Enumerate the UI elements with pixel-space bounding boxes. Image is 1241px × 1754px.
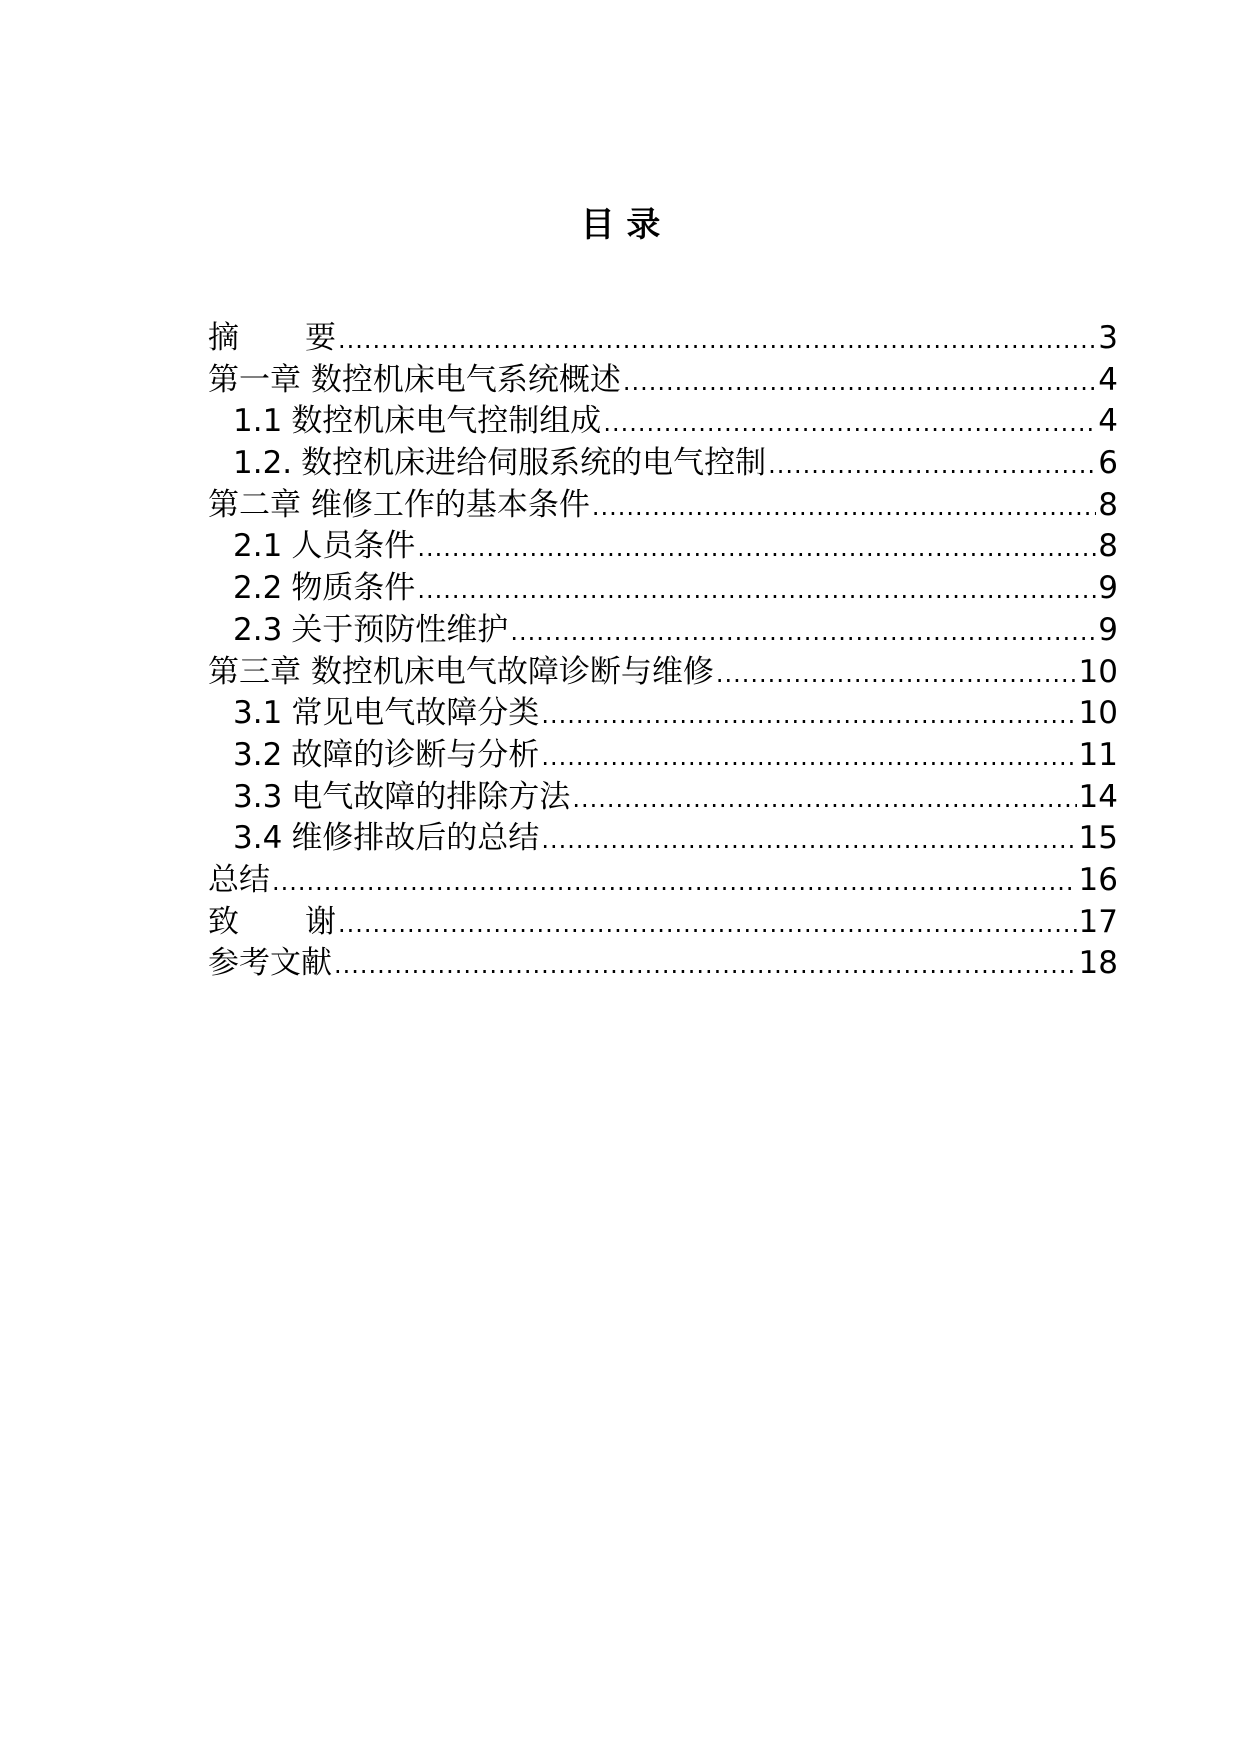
toc-entry-label [233, 443, 766, 485]
toc-entry[interactable] [208, 818, 1118, 860]
toc-entry-label [233, 401, 601, 443]
toc-page-number: 4 [1098, 361, 1118, 398]
toc-page-number: 14 [1078, 778, 1118, 815]
toc-page-number: 10 [1078, 695, 1118, 732]
toc-entry[interactable] [208, 360, 1118, 402]
toc-entry-title: 第三章 数控机床电气故障诊断与维修 [208, 653, 714, 690]
toc-section-number: 3.3 [233, 778, 283, 815]
toc-entry-title: 参考文献 [208, 945, 332, 982]
toc-entry[interactable] [208, 526, 1118, 568]
toc-entry-title: 第一章 数控机床电气系统概述 [208, 361, 621, 398]
toc-entry-label [208, 902, 336, 944]
dot-leader [338, 904, 1077, 946]
toc-entry-title: 第二章 维修工作的基本条件 [208, 486, 590, 523]
table-of-contents [208, 318, 1118, 985]
toc-entry-title: 故障的诊断与分析 [291, 736, 540, 773]
dot-leader [592, 487, 1096, 529]
toc-entry[interactable] [208, 443, 1118, 485]
toc-entry-title: 摘 要 [208, 320, 336, 356]
toc-page-number: 9 [1098, 611, 1118, 648]
toc-entry-label [208, 360, 621, 402]
page-title: 目 录 [580, 205, 661, 245]
dot-leader [510, 612, 1096, 654]
toc-page-number: 10 [1078, 653, 1118, 690]
toc-section-number: 3.4 [233, 820, 283, 857]
toc-entry[interactable] [208, 652, 1118, 694]
toc-section-number: 2.2 [233, 570, 283, 607]
toc-section-number: 1.2. [233, 445, 293, 482]
toc-page-number: 16 [1078, 861, 1118, 898]
dot-leader [417, 528, 1096, 570]
toc-page-number: 3 [1098, 320, 1118, 356]
toc-entry-label [233, 735, 539, 777]
toc-entry-label [233, 610, 508, 652]
toc-entry[interactable] [208, 610, 1118, 652]
toc-entry-title: 人员条件 [291, 528, 416, 565]
toc-page-number: 6 [1098, 445, 1118, 482]
toc-page-number: 15 [1078, 820, 1118, 857]
toc-entry-label [208, 860, 270, 902]
toc-entry-label [233, 818, 539, 860]
toc-entry-label [208, 652, 714, 694]
toc-entry[interactable] [208, 902, 1118, 944]
dot-leader [603, 403, 1096, 445]
dot-leader [541, 695, 1076, 737]
toc-entry-label [233, 526, 415, 568]
toc-entry-title: 维修排故后的总结 [291, 820, 540, 857]
dot-leader [334, 945, 1077, 987]
toc-entry[interactable] [208, 401, 1118, 443]
toc-page-number: 11 [1078, 736, 1118, 773]
dot-leader [623, 362, 1096, 404]
toc-section-number: 1.1 [233, 403, 283, 440]
toc-section-number: 2.3 [233, 611, 283, 648]
toc-page-number: 18 [1078, 945, 1118, 982]
toc-entry-label [208, 485, 590, 527]
toc-entry[interactable] [208, 777, 1118, 819]
dot-leader [417, 570, 1096, 612]
toc-entry[interactable] [208, 485, 1118, 527]
toc-entry-label [208, 943, 332, 985]
toc-entry[interactable] [208, 943, 1118, 985]
toc-section-number: 3.2 [233, 736, 283, 773]
toc-entry-title: 致 谢 [208, 903, 336, 940]
toc-entry-label [233, 693, 539, 735]
toc-page-number: 9 [1098, 570, 1118, 607]
toc-entry[interactable] [208, 568, 1118, 610]
toc-entry-label [233, 777, 570, 819]
toc-entry[interactable] [208, 318, 1118, 360]
dot-leader [338, 320, 1096, 362]
toc-entry-title: 关于预防性维护 [291, 611, 509, 648]
toc-section-number: 2.1 [233, 528, 283, 565]
toc-page-number: 8 [1098, 528, 1118, 565]
dot-leader [541, 737, 1076, 779]
toc-entry-title: 总结 [208, 861, 270, 898]
toc-entry-title: 物质条件 [291, 570, 416, 607]
toc-entry[interactable] [208, 860, 1118, 902]
dot-leader [768, 445, 1096, 487]
dot-leader [541, 820, 1076, 862]
dot-leader [272, 862, 1077, 904]
toc-section-number: 3.1 [233, 695, 283, 732]
toc-entry-title: 电气故障的排除方法 [291, 778, 571, 815]
toc-entry-title: 数控机床进给伺服系统的电气控制 [301, 445, 767, 482]
toc-entry[interactable] [208, 693, 1118, 735]
toc-page-number: 17 [1078, 903, 1118, 940]
dot-leader [716, 654, 1077, 696]
dot-leader [572, 779, 1076, 821]
toc-entry-title: 常见电气故障分类 [291, 695, 540, 732]
toc-entry-title: 数控机床电气控制组成 [291, 403, 602, 440]
toc-entry-label [208, 318, 336, 360]
toc-page-number: 8 [1098, 486, 1118, 523]
toc-entry-label [233, 568, 415, 610]
toc-entry[interactable] [208, 735, 1118, 777]
toc-page-number: 4 [1098, 403, 1118, 440]
